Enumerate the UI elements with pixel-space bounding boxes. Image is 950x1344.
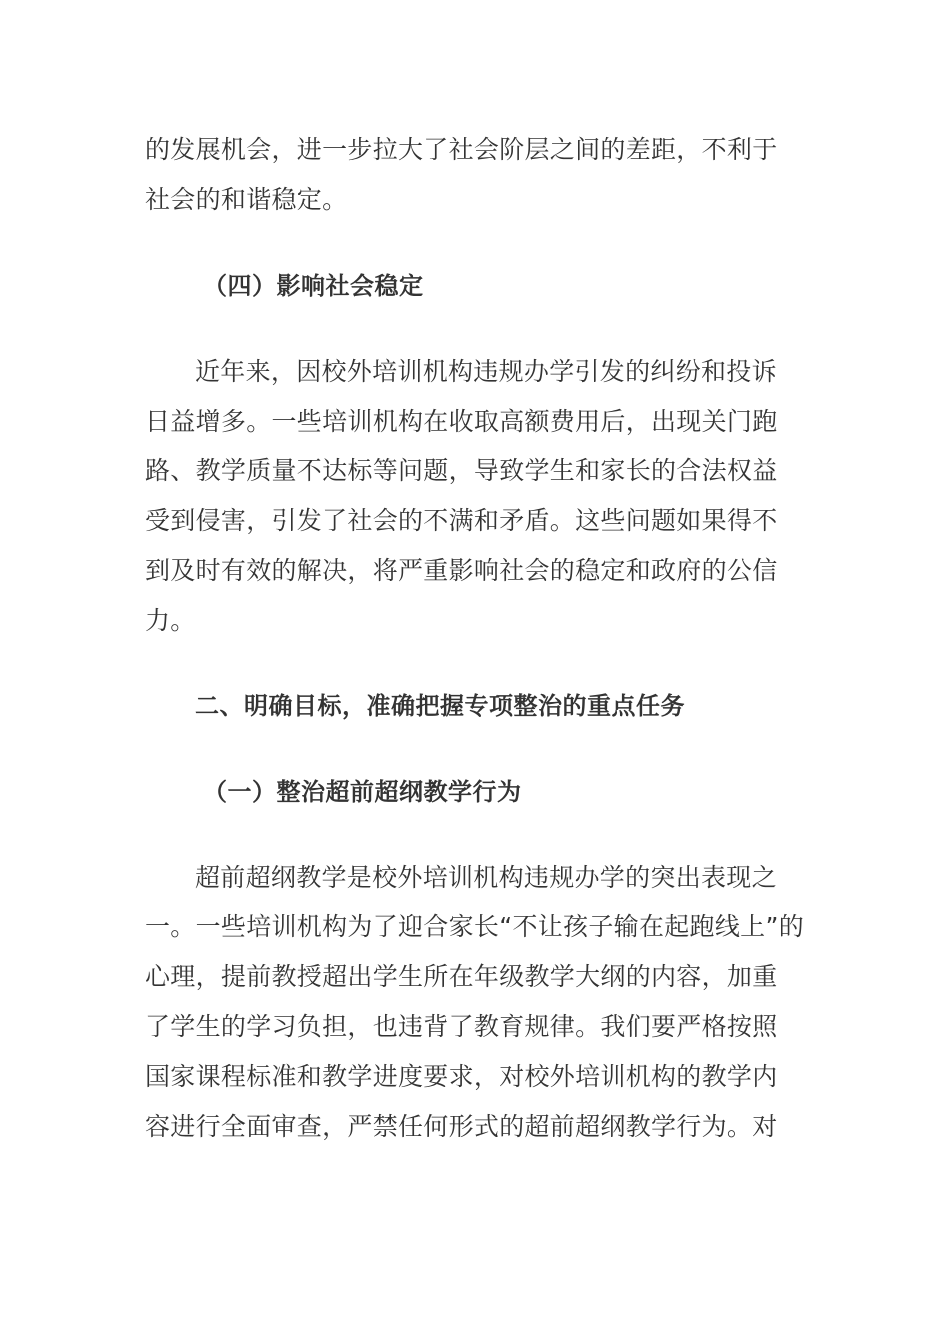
paragraph-1-line-2: 社会的和谐稳定。 [145, 185, 348, 214]
paragraph-3-line-2: 一。一些培训机构为了迎合家长“不让孩子输在起跑线上”的 [145, 912, 805, 941]
paragraph-1-line-1: 的发展机会，进一步拉大了社会阶层之间的差距，不利于 [145, 135, 778, 164]
section-heading-4: （四）影响社会稳定 [203, 272, 424, 300]
paragraph-2-line-3: 路、教学质量不达标等问题，导致学生和家长的合法权益 [145, 456, 778, 485]
paragraph-2-line-4: 受到侵害，引发了社会的不满和矛盾。这些问题如果得不 [145, 506, 778, 535]
paragraph-2-line-5: 到及时有效的解决，将严重影响社会的稳定和政府的公信 [145, 556, 778, 585]
paragraph-3-line-3: 心理，提前教授超出学生所在年级教学大纲的内容，加重 [145, 962, 778, 991]
paragraph-3-line-6: 容进行全面审查，严禁任何形式的超前超纲教学行为。对 [145, 1112, 778, 1141]
section-heading-1: （一）整治超前超纲教学行为 [203, 778, 522, 806]
part-2-heading: 二、明确目标，准确把握专项整治的重点任务 [195, 692, 685, 720]
paragraph-2-line-6: 力。 [145, 606, 196, 635]
paragraph-3-line-1: 超前超纲教学是校外培训机构违规办学的突出表现之 [195, 863, 777, 892]
paragraph-3-line-4: 了学生的学习负担，也违背了教育规律。我们要严格按照 [145, 1012, 778, 1041]
paragraph-2-line-2: 日益增多。一些培训机构在收取高额费用后，出现关门跑 [145, 407, 778, 436]
paragraph-3-line-5: 国家课程标准和教学进度要求，对校外培训机构的教学内 [145, 1062, 778, 1091]
paragraph-2-line-1: 近年来，因校外培训机构违规办学引发的纠纷和投诉 [195, 357, 777, 386]
